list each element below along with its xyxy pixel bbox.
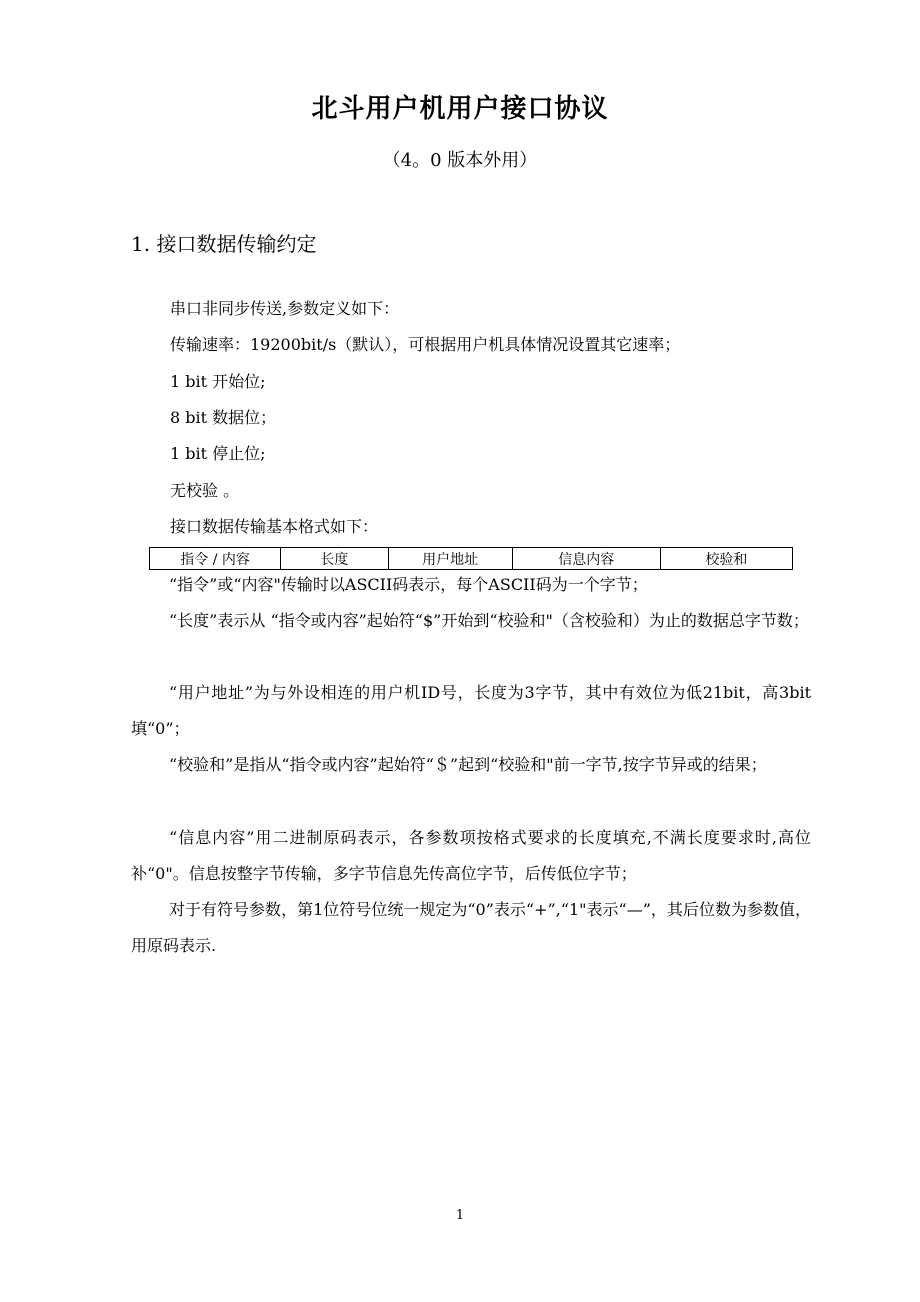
paragraph: 对于有符号参数，第1位符号位统一规定为“0”表示“+”,“1"表示“—”，其后位数为参数值，用原码表示. bbox=[131, 900, 811, 955]
section-heading: 1. 接口数据传输约定 bbox=[131, 232, 317, 256]
paragraph: “长度”表示从 “指令或内容”起始符“$”开始到“校验和"（含校验和）为止的数据总字节数； bbox=[169, 611, 809, 630]
table-header-cell: 校验和 bbox=[660, 548, 792, 570]
document-subtitle: （4。0 版本外用） bbox=[382, 150, 538, 171]
settings-line: 接口数据传输基本格式如下： bbox=[170, 517, 379, 536]
table-header-cell: 指令 / 内容 bbox=[150, 548, 281, 570]
page-number: 1 bbox=[455, 1208, 465, 1223]
table-header-cell: 信息内容 bbox=[512, 548, 660, 570]
paragraph: “校验和”是指从“指令或内容”起始符“＄”起到“校验和"前一字节,按字节异或的结果； bbox=[169, 755, 767, 774]
settings-line: 8 bit 数据位； bbox=[170, 408, 277, 427]
settings-line: 传输速率：19200bit/s（默认），可根据用户机具体情况设置其它速率； bbox=[170, 335, 681, 354]
settings-line: 无校验 。 bbox=[170, 481, 240, 500]
paragraph: “用户地址”为与外设相连的用户机ID号，长度为3字节，其中有效位为低21bit，高3bit填“0”； bbox=[131, 683, 811, 738]
settings-line: 1 bit 停止位; bbox=[170, 444, 266, 463]
settings-line: 1 bit 开始位; bbox=[170, 372, 266, 391]
table-header-cell: 长度 bbox=[281, 548, 388, 570]
table-header-cell: 用户地址 bbox=[388, 548, 512, 570]
paragraph: “信息内容”用二进制原码表示，各参数项按格式要求的长度填充,不满长度要求时,高位补“0"。信息按整字节传输，多字节信息先传高位字节，后传低位字节； bbox=[131, 828, 811, 883]
settings-line: 串口非同步传送,参数定义如下： bbox=[170, 299, 400, 318]
paragraph: “指令”或“内容"传输时以ASCII码表示，每个ASCII码为一个字节； bbox=[169, 575, 648, 594]
document-title: 北斗用户机用户接口协议 bbox=[311, 94, 609, 124]
